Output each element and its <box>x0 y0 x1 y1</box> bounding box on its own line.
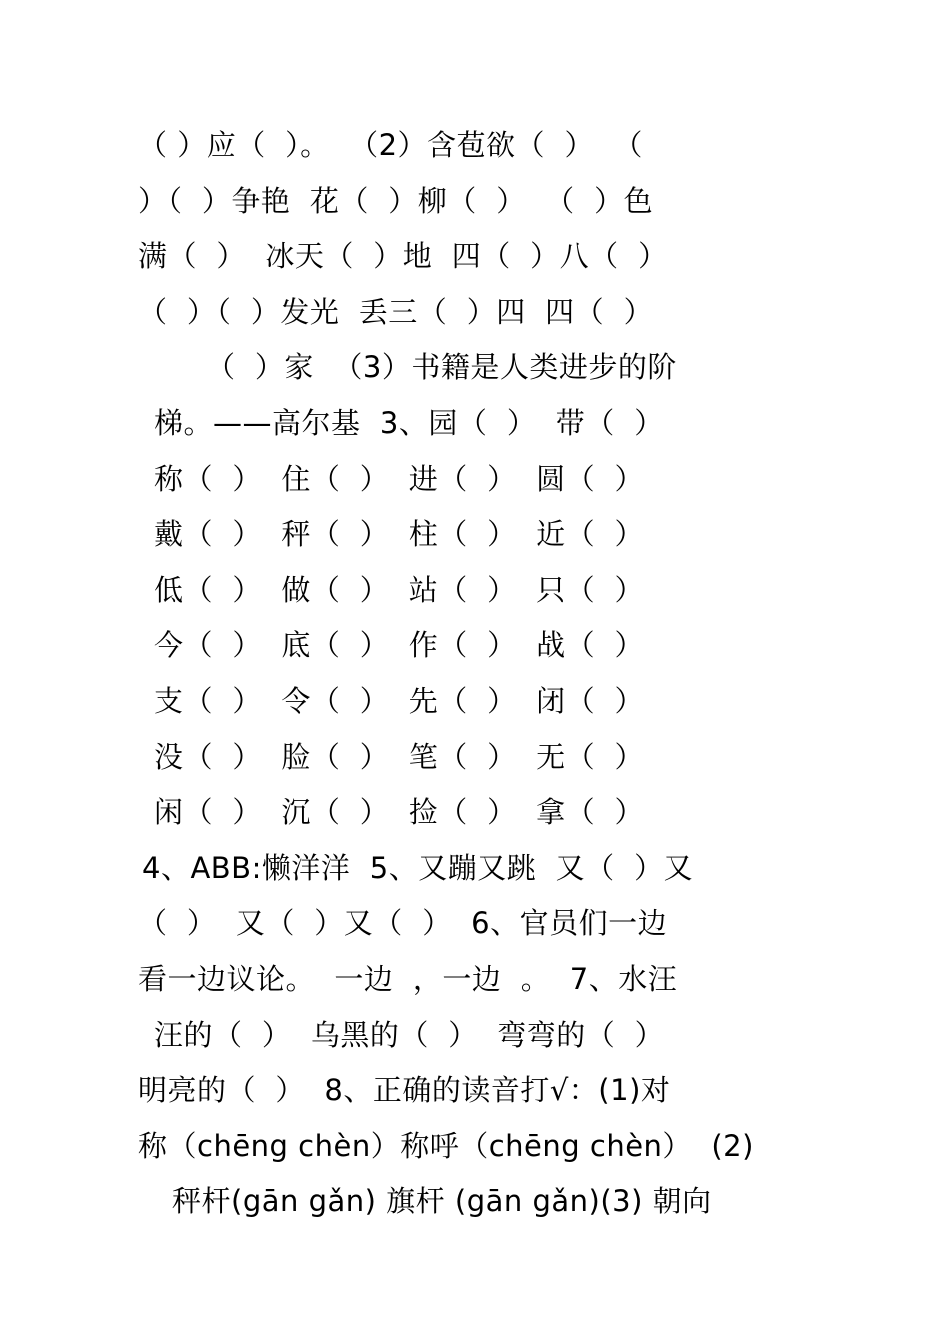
text-line: （ ） 又（ ）又（ ） 6、官员们一边 <box>138 906 668 941</box>
text-line: （ ）家 （3）书籍是人类进步的阶 <box>206 350 677 385</box>
text-line: 4、ABB:懒洋洋 5、又蹦又跳 又（ ）又 <box>142 850 694 885</box>
text-line: 低（ ） 做（ ） 站（ ） 只（ ） <box>154 572 645 607</box>
text-line: 闲（ ） 沉（ ） 捡（ ） 拿（ ） <box>154 795 645 830</box>
text-line: 戴（ ） 秤（ ） 柱（ ） 近（ ） <box>154 517 645 552</box>
text-line: 称（ ） 住（ ） 进（ ） 圆（ ） <box>154 461 645 496</box>
text-line: 满（ ） 冰天（ ）地 四（ ）八（ ） <box>138 239 668 274</box>
text-line: 秤杆(gān gǎn) 旗杆 (gān gǎn)(3) 朝向 <box>172 1184 712 1219</box>
document-body <box>138 118 814 1230</box>
text-line: 没（ ） 脸（ ） 笔（ ） 无（ ） <box>154 739 645 774</box>
text-line: 明亮的（ ） 8、正确的读音打√：(1)对 <box>138 1073 671 1108</box>
text-line: 看一边议论。 一边 ，一边 。 7、水汪 <box>138 961 678 996</box>
text-line: 梯。——高尔基 3、园（ ） 带（ ） <box>154 405 664 440</box>
text-line: ）（ ）争艳 花（ ）柳（ ） （ ）色 <box>138 183 654 218</box>
text-line: 支（ ） 令（ ） 先（ ） 闭（ ） <box>154 683 645 718</box>
text-line: （ ）应（ ）。 （2）含苞欲（ ） （ <box>138 128 643 162</box>
text-line: 称（chēng chèn）称呼（chēng chèn） (2) <box>138 1128 754 1163</box>
text-line: （ ）（ ）发光 丢三（ ）四 四（ ） <box>138 294 654 329</box>
text-line: 汪的（ ） 乌黑的（ ） 弯弯的（ ） <box>154 1017 665 1052</box>
text-line: 今（ ） 底（ ） 作（ ） 战（ ） <box>154 628 645 663</box>
